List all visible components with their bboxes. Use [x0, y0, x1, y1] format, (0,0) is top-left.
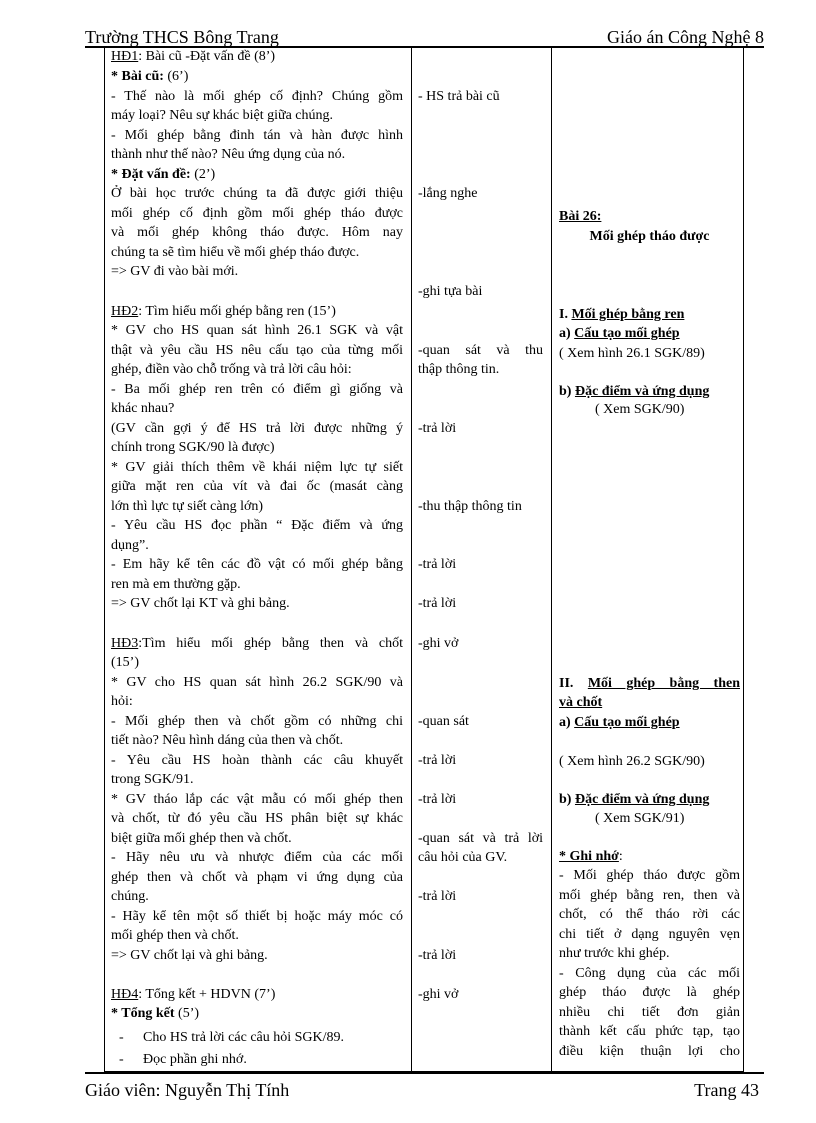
- section-1a-title: Cấu tạo mối ghép: [574, 326, 680, 341]
- section-2a-title: Cấu tạo mối ghép: [574, 715, 680, 730]
- hd1-code: HĐ1: [111, 49, 139, 64]
- baicu-label: * Bài cũ:: [111, 69, 164, 84]
- text-line: thành kết cấu phức tạp, tạo: [559, 1024, 740, 1039]
- text-line: khác nhau?: [111, 401, 175, 416]
- text-line: tiết nào? Nêu hình dáng của then và chốt.: [111, 733, 344, 748]
- text-line: nhiều chi tiết đơn giản: [559, 1005, 740, 1020]
- dvd-time: (2’): [190, 167, 216, 182]
- s1a-label: a): [559, 326, 575, 341]
- text-line: => GV chốt lại và ghi bảng.: [111, 948, 268, 963]
- text-line: thập thông tin.: [418, 362, 500, 377]
- text-line: ( Xem hình 26.1 SGK/89): [559, 346, 705, 361]
- text-line: - HS trả bài cũ: [418, 89, 500, 104]
- text-line: - Hãy nêu ưu và nhược điểm của các mối: [111, 850, 403, 865]
- page-number: Trang 43: [694, 1079, 759, 1100]
- text-line: -trả lời: [418, 421, 457, 436]
- text-line: -ghi tựa bài: [418, 284, 483, 299]
- hd3-title: :Tìm hiểu mối ghép bằng then và chốt: [138, 636, 403, 651]
- text-line: -trả lời: [418, 753, 457, 768]
- text-line: -quan sát và trả lời: [418, 831, 543, 846]
- teacher-name: Giáo viên: Nguyễn Thị Tính: [85, 1079, 290, 1100]
- text-line: ( Xem hình 26.2 SGK/90): [559, 754, 705, 769]
- text-line: Ở bài học trước chúng ta đã được giới thiệu: [111, 186, 403, 201]
- section-2-number: II.: [559, 676, 588, 691]
- section-2-title-cont: và chốt: [559, 695, 603, 710]
- text-line: hỏi:: [111, 694, 133, 709]
- text-line: * GV tháo lắp các vật mẫu có mối ghép then: [111, 792, 403, 807]
- tongket-label: * Tổng kết: [111, 1006, 175, 1021]
- text-line: lớn thì lực tự siết càng lớn): [111, 499, 264, 514]
- dvd-label: * Đặt vấn đề:: [111, 167, 191, 182]
- text-line: dụng”.: [111, 538, 149, 553]
- tongket-time: (5’): [174, 1006, 200, 1021]
- ghinho-label: * Ghi nhớ: [559, 849, 619, 864]
- text-line: như trước khi ghép.: [559, 946, 670, 961]
- text-line: - Mối ghép then và chốt gồm có những chi: [111, 714, 403, 729]
- text-line: -ghi vở: [418, 636, 459, 651]
- text-line: - Hãy kể tên một số thiết bị hoặc máy móc có: [111, 909, 403, 924]
- baicu-time: (6’): [163, 69, 189, 84]
- hd4-title: : Tổng kết + HDVN (7’): [138, 987, 276, 1002]
- section-2-title: Mối ghép bằng then: [587, 676, 740, 691]
- text-line: -trả lời: [418, 792, 457, 807]
- text-line: - Mối ghép bằng đinh tán và hàn được hình: [111, 128, 403, 143]
- hd2-code: HĐ2: [111, 304, 139, 319]
- text-line: ( Xem SGK/90): [595, 402, 685, 417]
- text-line: ghép tháo được là ghép: [559, 985, 740, 1000]
- text-line: - Yêu cầu HS hoàn thành các câu khuyết: [111, 753, 403, 768]
- text-line: - Yêu cầu HS đọc phần “ Đặc điểm và ứng: [111, 518, 403, 533]
- text-line: mối ghép bằng ren, then và: [559, 888, 740, 903]
- text-line: -lắng nghe: [418, 186, 478, 201]
- text-line: ren mà em thường gặp.: [111, 577, 241, 592]
- text-line: chính trong SGK/90 là được): [111, 440, 275, 455]
- text-line: - Thế nào là mối ghép cố định? Chúng gồm: [111, 89, 403, 104]
- text-line: (GV cần gợi ý để HS trả lời được những ý: [111, 421, 403, 436]
- section-1-title: Mối ghép bằng ren: [571, 307, 685, 322]
- text-line: -trả lời: [418, 948, 457, 963]
- subject-title: Giáo án Công Nghệ 8: [607, 27, 764, 47]
- text-line: chúng.: [111, 889, 149, 904]
- text-line: ( Xem SGK/91): [595, 811, 685, 826]
- text-line: -thu thập thông tin: [418, 499, 522, 514]
- text-line: -ghi vở: [418, 987, 459, 1002]
- page-header: [85, 20, 764, 48]
- text-line: ghép then và chốt và phạm vi ứng dụng của: [111, 870, 403, 885]
- text-line: mối ghép then và chốt.: [111, 928, 239, 943]
- section-1-number: I.: [559, 307, 572, 322]
- text-line: giữa mặt ren của vít và đai ốc (masát càng: [111, 479, 403, 494]
- s2b-label: b): [559, 792, 575, 807]
- s2a-label: a): [559, 715, 575, 730]
- text-line: => GV đi vào bài mới.: [111, 264, 239, 279]
- text-line: câu hỏi của GV.: [418, 850, 508, 865]
- text-line: điều kiện thuận lợi cho: [559, 1044, 740, 1059]
- text-line: -trả lời: [418, 889, 457, 904]
- lesson-number: Bài 26:: [559, 209, 602, 224]
- text-line: thành như thế nào? Nêu ứng dụng của nó.: [111, 147, 346, 162]
- text-line: * GV giải thích thêm về khái niệm lực tự siết: [111, 460, 403, 475]
- text-line: -trả lời: [418, 557, 457, 572]
- lesson-table: [104, 47, 744, 1072]
- column-divider: [551, 47, 552, 1071]
- text-line: và mối ghép không tháo được. Hôm nay: [111, 225, 403, 240]
- school-name: Trường THCS Bông Trang: [85, 27, 279, 47]
- text-line: chúng ta sẽ tìm hiểu về mối ghép tháo được.: [111, 245, 360, 260]
- text-line: trong SGK/91.: [111, 772, 194, 787]
- text-line: - Ba mối ghép ren trên có điểm gì giống và: [111, 382, 403, 397]
- text-line: mối ghép cố định gồm mối ghép tháo được: [111, 206, 403, 221]
- text-line: máy loại? Nêu sự khác biệt giữa chúng.: [111, 108, 333, 123]
- hd3-code: HĐ3: [111, 636, 139, 651]
- text-line: => GV chốt lại KT và ghi bảng.: [111, 596, 290, 611]
- text-line: * GV cho HS quan sát hình 26.2 SGK/90 và: [111, 675, 403, 690]
- footer-rule: [85, 1072, 764, 1074]
- text-line: -quan sát và thu: [418, 343, 543, 358]
- text-line: * GV cho HS quan sát hình 26.1 SGK và vật: [111, 323, 403, 338]
- text-line: (15’): [111, 655, 139, 670]
- text-line: chốt, có thể tháo rời các: [559, 907, 740, 922]
- page-footer: [85, 1076, 759, 1104]
- text-line: chi tiết ở dạng nguyên vẹn: [559, 927, 740, 942]
- s1b-label: b): [559, 384, 575, 399]
- text-line: -quan sát: [418, 714, 469, 729]
- text-line: biệt giữa mối ghép then và chốt.: [111, 831, 292, 846]
- column-divider: [411, 47, 412, 1071]
- text-line: - Em hãy kể tên các đồ vật có mối ghép bằng: [111, 557, 403, 572]
- section-1b-title: Đặc điểm và ứng dụng: [574, 384, 710, 399]
- text-line: và chốt, từ đó yêu cầu HS phân biệt sự khác: [111, 811, 403, 826]
- list-item: - Cho HS trả lời các câu hỏi SGK/89.: [111, 1028, 403, 1048]
- hd2-title: : Tìm hiểu mối ghép bằng ren (15’): [138, 304, 336, 319]
- text-line: ghép, điền vào chỗ trống và trả lời câu hỏi:: [111, 362, 352, 377]
- hd4-code: HĐ4: [111, 987, 139, 1002]
- lesson-title: Mối ghép tháo được: [589, 229, 710, 244]
- hd1-title: : Bài cũ -Đặt vấn đề (8’): [138, 49, 276, 64]
- section-2b-title: Đặc điểm và ứng dụng: [574, 792, 710, 807]
- text-line: -trả lời: [418, 596, 457, 611]
- text-line: - Công dụng của các mối: [559, 966, 740, 981]
- text-line: - Mối ghép tháo được gồm: [559, 868, 740, 883]
- ghinho-colon: :: [618, 849, 623, 864]
- list-item: - Đọc phần ghi nhớ.: [111, 1050, 403, 1070]
- text-line: thật và yêu cầu HS nêu cấu tạo của từng mối: [111, 343, 403, 358]
